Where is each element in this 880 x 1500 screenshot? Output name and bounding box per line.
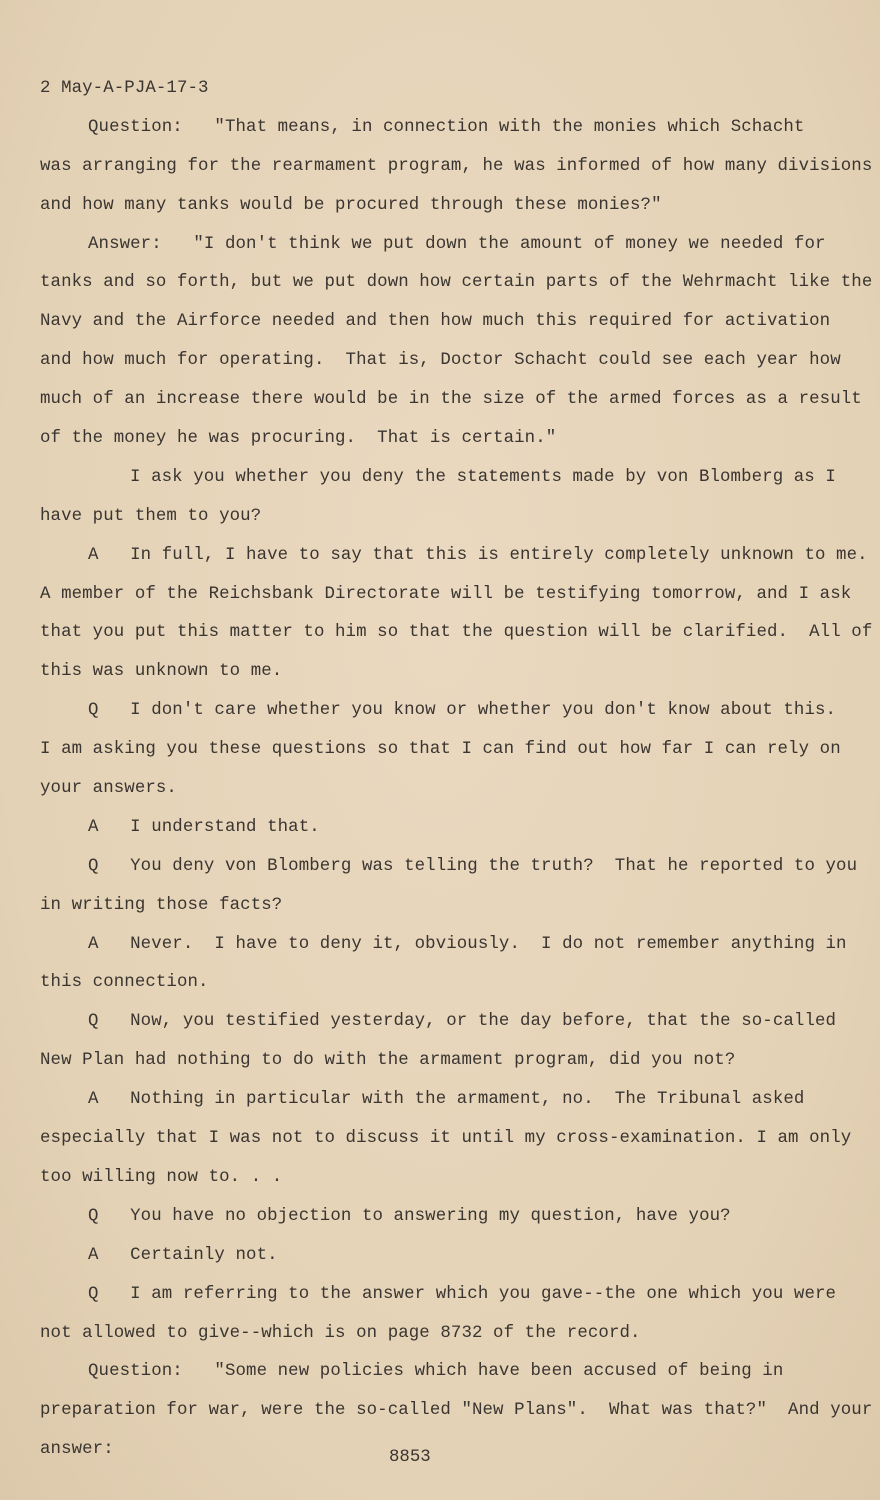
transcript-paragraph <box>40 109 873 226</box>
text-line: and how much for operating. That is, Doctor Schacht could see each year how <box>40 351 841 371</box>
text-line: this was unknown to me. <box>40 662 283 682</box>
text-line: A I understand that. <box>88 817 320 837</box>
text-line: that you put this matter to him so that the question will be clarified. All of <box>40 623 873 643</box>
text-line: was arranging for the rearmament program, he was informed of how many divisions <box>40 156 873 176</box>
transcript-paragraph <box>40 537 873 693</box>
text-line: I ask you whether you deny the statements made by von Blomberg as I <box>130 467 836 487</box>
text-line: Q You have no objection to answering my question, have you? <box>88 1206 731 1226</box>
transcript-paragraph <box>40 1276 860 1354</box>
text-line: A In full, I have to say that this is entirely completely unknown to me. <box>88 545 868 565</box>
transcript-paragraph <box>40 226 873 459</box>
text-line: answer: <box>40 1440 114 1460</box>
transcript-paragraph <box>40 1003 860 1081</box>
transcript-paragraph <box>40 848 860 926</box>
document-header: 2 May-A-PJA-17-3 <box>40 79 209 98</box>
text-line: A Nothing in particular with the armament, no. The Tribunal asked <box>88 1090 805 1110</box>
text-line: Q You deny von Blomberg was telling the truth? That he reported to you <box>88 856 858 876</box>
text-line: I am asking you these questions so that I can find out how far I can rely on <box>40 740 841 760</box>
text-line: New Plan had nothing to do with the armament program, did you not? <box>40 1051 736 1071</box>
text-line: Question: "That means, in connection with the monies which Schacht <box>88 117 805 137</box>
text-line: tanks and so forth, but we put down how certain parts of the Wehrmacht like the <box>40 273 873 293</box>
page-number: 8853 <box>389 1448 431 1467</box>
text-line: and how many tanks would be procured through these monies?" <box>40 195 662 215</box>
transcript-paragraph <box>40 926 860 1004</box>
text-line: too willing now to. . . <box>40 1167 283 1187</box>
text-line: this connection. <box>40 973 209 993</box>
text-line: Q Now, you testified yesterday, or the day before, that the so-called <box>88 1012 837 1032</box>
text-line: Q I don't care whether you know or whether you don't know about this. <box>88 701 837 721</box>
text-line: A Certainly not. <box>88 1245 278 1265</box>
text-line: not allowed to give--which is on page 8732 of the record. <box>40 1323 641 1343</box>
text-line: in writing those facts? <box>40 895 283 915</box>
transcript-paragraph <box>40 1198 860 1237</box>
text-line: Q I am referring to the answer which you gave--the one which you were <box>88 1284 837 1304</box>
transcript-paragraph <box>40 809 860 848</box>
transcript-paragraph <box>40 459 860 537</box>
text-line: Navy and the Airforce needed and then how much this required for activation <box>40 312 831 332</box>
transcript-paragraph <box>40 1353 873 1470</box>
transcript-paragraph <box>40 1237 860 1276</box>
text-line: much of an increase there would be in the size of the armed forces as a result <box>40 390 862 410</box>
text-line: your answers. <box>40 779 177 799</box>
transcript-paragraph <box>40 692 860 809</box>
text-line: A Never. I have to deny it, obviously. I do not remember anything in <box>88 934 847 954</box>
text-line: Answer: "I don't think we put down the amount of money we needed for <box>88 234 826 254</box>
transcript-paragraphs <box>40 109 873 1470</box>
text-line: of the money he was procuring. That is certain." <box>40 429 557 449</box>
text-line: especially that I was not to discuss it until my cross-examination. I am only <box>40 1129 852 1149</box>
transcript-paragraph <box>40 1081 860 1198</box>
text-line: A member of the Reichsbank Directorate will be testifying tomorrow, and I ask <box>40 584 852 604</box>
text-line: Question: "Some new policies which have been accused of being in <box>88 1362 784 1382</box>
text-line: preparation for war, were the so-called "New Plans". What was that?" And your <box>40 1401 873 1421</box>
document-body <box>40 70 873 1470</box>
text-line: have put them to you? <box>40 506 262 526</box>
